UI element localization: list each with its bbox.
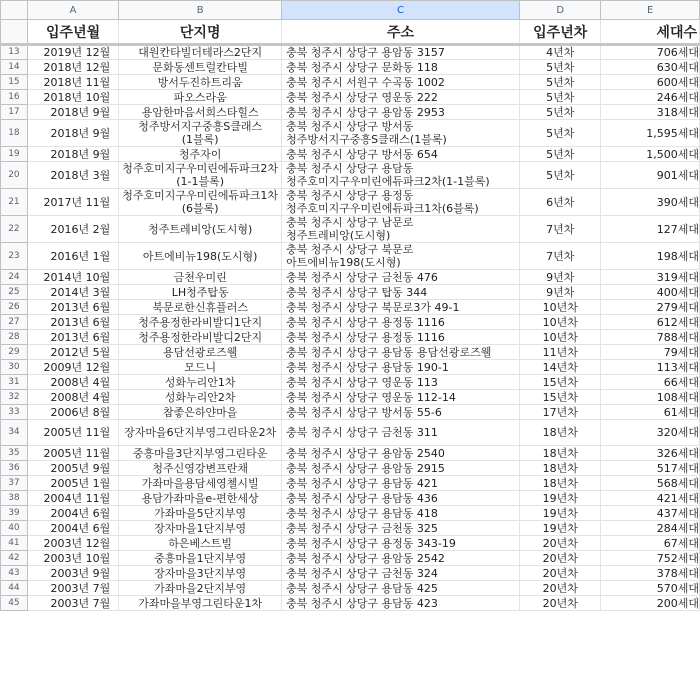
row-number[interactable]: 14 [1,60,28,75]
row-number[interactable]: 28 [1,330,28,345]
cell-move-in-date[interactable]: 2018년 12월 [27,60,118,75]
table-row [1,551,700,566]
cell-address[interactable]: 충북 청주시 상당구 용암동 3157 [282,45,520,60]
table-row [1,536,700,551]
cell-households[interactable]: 630세대 [601,60,700,75]
table-row [1,120,700,147]
row-number[interactable]: 26 [1,300,28,315]
cell-address[interactable]: 충북 청주시 상당구 북문로3가 49-1 [282,300,520,315]
cell-move-in-date[interactable]: 2006년 8월 [27,405,118,420]
row-number[interactable]: 37 [1,476,28,491]
cell-complex-name[interactable]: 청주호미지구우미린에듀파크2차(1-1블록) [119,162,282,189]
cell-address[interactable]: 충북 청주시 상당구 금천동 476 [282,270,520,285]
header-cell-years[interactable]: 입주년차 [520,20,601,45]
cell-years[interactable]: 20년차 [520,596,601,611]
row-number[interactable]: 22 [1,216,28,243]
cell-years[interactable]: 20년차 [520,536,601,551]
cell-address[interactable]: 충북 청주시 상당구 용정동 343-19 [282,536,520,551]
table-row [1,420,700,446]
cell-households[interactable]: 901세대 [601,162,700,189]
cell-complex-name[interactable]: 장자마을6단지부영그린타운2차 [119,420,282,446]
table-row [1,330,700,345]
row-number[interactable]: 25 [1,285,28,300]
cell-years[interactable]: 5년차 [520,105,601,120]
cell-move-in-date[interactable]: 2016년 1월 [27,243,118,270]
row-number[interactable]: 31 [1,375,28,390]
cell-years[interactable]: 5년차 [520,90,601,105]
cell-complex-name[interactable]: 성화누리안1차 [119,375,282,390]
table-row [1,300,700,315]
row-number[interactable]: 20 [1,162,28,189]
cell-complex-name[interactable]: 청주호미지구우미린에듀파크1차(6블록) [119,189,282,216]
cell-households[interactable]: 200세대 [601,596,700,611]
cell-address[interactable]: 충북 청주시 서원구 수곡동 1002 [282,75,520,90]
cell-address[interactable]: 충북 청주시 상당구 용담동 418 [282,506,520,521]
cell-years[interactable]: 18년차 [520,476,601,491]
cell-households[interactable]: 318세대 [601,105,700,120]
table-row [1,506,700,521]
table-row [1,461,700,476]
row-number[interactable]: 27 [1,315,28,330]
cell-years[interactable]: 18년차 [520,461,601,476]
row-number[interactable]: 45 [1,596,28,611]
cell-move-in-date[interactable]: 2003년 9월 [27,566,118,581]
cell-address[interactable]: 충북 청주시 상당구 용담동 421 [282,476,520,491]
header-row [1,20,700,45]
cell-years[interactable]: 18년차 [520,420,601,446]
cell-move-in-date[interactable]: 2004년 11월 [27,491,118,506]
cell-address[interactable]: 충북 청주시 상당구 영운동 222 [282,90,520,105]
cell-households[interactable]: 108세대 [601,390,700,405]
cell-address[interactable]: 충북 청주시 상당구 용담동 청주호미지구우미린에듀파크2차(1-1블록) [282,162,520,189]
cell-address[interactable]: 충북 청주시 상당구 북문로 아트에비뉴198(도시형) [282,243,520,270]
cell-move-in-date[interactable]: 2004년 6월 [27,521,118,536]
row-number[interactable]: 24 [1,270,28,285]
cell-years[interactable]: 6년차 [520,189,601,216]
cell-complex-name[interactable]: 대원칸타빌더테라스2단지 [119,45,282,60]
cell-years[interactable]: 20년차 [520,551,601,566]
cell-years[interactable]: 18년차 [520,446,601,461]
header-cell-households[interactable]: 세대수 [601,20,700,45]
table-row [1,162,700,189]
cell-move-in-date[interactable]: 2018년 10월 [27,90,118,105]
cell-years[interactable]: 5년차 [520,147,601,162]
cell-address[interactable]: 충북 청주시 상당구 용암동 2953 [282,105,520,120]
table-row [1,405,700,420]
cell-households[interactable]: 612세대 [601,315,700,330]
cell-move-in-date[interactable]: 2014년 10월 [27,270,118,285]
header-cell-address[interactable]: 주소 [282,20,520,45]
cell-move-in-date[interactable]: 2018년 11월 [27,75,118,90]
column-header-e[interactable]: E [601,1,700,20]
cell-complex-name[interactable]: 가좌마을2단지부영 [119,581,282,596]
cell-households[interactable]: 568세대 [601,476,700,491]
cell-years[interactable]: 19년차 [520,506,601,521]
cell-households[interactable]: 61세대 [601,405,700,420]
row-number[interactable]: 23 [1,243,28,270]
column-header-d[interactable]: D [520,1,601,20]
cell-years[interactable]: 9년차 [520,285,601,300]
table-row [1,566,700,581]
table-row [1,189,700,216]
cell-households[interactable]: 421세대 [601,491,700,506]
row-number[interactable]: 41 [1,536,28,551]
row-number[interactable]: 17 [1,105,28,120]
table-row [1,390,700,405]
row-number[interactable]: 44 [1,581,28,596]
cell-years[interactable]: 5년차 [520,75,601,90]
cell-complex-name[interactable]: 중흥마을3단지부영그린타운 [119,446,282,461]
cell-years[interactable]: 7년차 [520,216,601,243]
cell-address[interactable]: 충북 청주시 상당구 금천동 324 [282,566,520,581]
row-number[interactable]: 40 [1,521,28,536]
cell-move-in-date[interactable]: 2009년 12월 [27,360,118,375]
table-row [1,521,700,536]
table-row [1,285,700,300]
cell-complex-name[interactable]: 모드니 [119,360,282,375]
cell-complex-name[interactable]: 청주방서지구중흥S클래스(1블록) [119,120,282,147]
cell-years[interactable]: 19년차 [520,491,601,506]
cell-address[interactable]: 충북 청주시 상당구 탑동 344 [282,285,520,300]
cell-households[interactable]: 284세대 [601,521,700,536]
cell-complex-name[interactable]: LH청주탑동 [119,285,282,300]
cell-address[interactable]: 충북 청주시 상당구 방서동 654 [282,147,520,162]
row-number[interactable]: 36 [1,461,28,476]
row-number[interactable]: 13 [1,45,28,60]
column-header-b[interactable]: B [119,1,282,20]
cell-address[interactable]: 충북 청주시 상당구 용담동 용담선광로즈웰 [282,345,520,360]
cell-complex-name[interactable]: 용담가좌마을e-편한세상 [119,491,282,506]
cell-years[interactable]: 15년차 [520,390,601,405]
cell-move-in-date[interactable]: 2013년 6월 [27,300,118,315]
cell-address[interactable]: 충북 청주시 상당구 용담동 423 [282,596,520,611]
select-all-corner[interactable] [1,1,28,20]
cell-years[interactable]: 4년차 [520,45,601,60]
cell-households[interactable]: 437세대 [601,506,700,521]
cell-move-in-date[interactable]: 2005년 1월 [27,476,118,491]
cell-years[interactable]: 9년차 [520,270,601,285]
cell-households[interactable]: 320세대 [601,420,700,446]
cell-complex-name[interactable]: 장자마을3단지부영 [119,566,282,581]
cell-move-in-date[interactable]: 2005년 11월 [27,446,118,461]
cell-address[interactable]: 충북 청주시 상당구 용암동 2542 [282,551,520,566]
table-row [1,105,700,120]
table-row [1,581,700,596]
cell-complex-name[interactable]: 중흥마을1단지부영 [119,551,282,566]
table-row [1,446,700,461]
cell-households[interactable]: 319세대 [601,270,700,285]
cell-move-in-date[interactable]: 2004년 6월 [27,506,118,521]
cell-households[interactable]: 279세대 [601,300,700,315]
cell-move-in-date[interactable]: 2018년 9월 [27,147,118,162]
table-row [1,596,700,611]
row-number[interactable]: 42 [1,551,28,566]
column-header-c[interactable]: C [282,1,520,20]
cell-households[interactable]: 1,595세대 [601,120,700,147]
cell-years[interactable]: 5년차 [520,120,601,147]
cell-years[interactable]: 10년차 [520,300,601,315]
row-number[interactable] [1,20,28,45]
row-number[interactable]: 35 [1,446,28,461]
cell-households[interactable]: 788세대 [601,330,700,345]
cell-address[interactable]: 충북 청주시 상당구 금천동 311 [282,420,520,446]
cell-households[interactable]: 752세대 [601,551,700,566]
cell-complex-name[interactable]: 문화동센트럴칸타빌 [119,60,282,75]
cell-address[interactable]: 충북 청주시 상당구 문화동 118 [282,60,520,75]
cell-complex-name[interactable]: 금천우미린 [119,270,282,285]
cell-move-in-date[interactable]: 2018년 9월 [27,105,118,120]
cell-households[interactable]: 517세대 [601,461,700,476]
cell-complex-name[interactable]: 가좌마을용담세영첼시빌 [119,476,282,491]
table-row [1,375,700,390]
row-number[interactable]: 29 [1,345,28,360]
cell-complex-name[interactable]: 청주용정한라비발디2단지 [119,330,282,345]
row-number[interactable]: 39 [1,506,28,521]
cell-years[interactable]: 11년차 [520,345,601,360]
cell-households[interactable]: 79세대 [601,345,700,360]
cell-address[interactable]: 충북 청주시 상당구 방서동 청주방서지구중흥S클래스(1블록) [282,120,520,147]
cell-complex-name[interactable]: 용암한마음서희스타힐스 [119,105,282,120]
cell-households[interactable]: 570세대 [601,581,700,596]
table-row [1,147,700,162]
table-row [1,90,700,105]
cell-address[interactable]: 충북 청주시 상당구 용정동 1116 [282,330,520,345]
row-number[interactable]: 33 [1,405,28,420]
cell-move-in-date[interactable]: 2005년 11월 [27,420,118,446]
cell-households[interactable]: 400세대 [601,285,700,300]
cell-move-in-date[interactable]: 2008년 4월 [27,375,118,390]
cell-complex-name[interactable]: 가좌마을5단지부영 [119,506,282,521]
cell-complex-name[interactable]: 청주용정한라비발디1단지 [119,315,282,330]
cell-households[interactable]: 390세대 [601,189,700,216]
row-number[interactable]: 15 [1,75,28,90]
cell-complex-name[interactable]: 아트에비뉴198(도시형) [119,243,282,270]
row-number[interactable]: 21 [1,189,28,216]
cell-complex-name[interactable]: 청주트레비앙(도시형) [119,216,282,243]
row-number[interactable]: 34 [1,420,28,446]
column-header-a[interactable]: A [27,1,118,20]
table-row [1,315,700,330]
cell-address[interactable]: 충북 청주시 상당구 용담동 425 [282,581,520,596]
table-row [1,270,700,285]
cell-complex-name[interactable]: 청주자이 [119,147,282,162]
cell-address[interactable]: 충북 청주시 상당구 영운동 112-14 [282,390,520,405]
cell-complex-name[interactable]: 북문로한신휴플러스 [119,300,282,315]
table-row [1,75,700,90]
cell-years[interactable]: 5년차 [520,162,601,189]
cell-households[interactable]: 378세대 [601,566,700,581]
row-number[interactable]: 30 [1,360,28,375]
cell-move-in-date[interactable]: 2018년 9월 [27,120,118,147]
cell-move-in-date[interactable]: 2005년 9월 [27,461,118,476]
cell-address[interactable]: 충북 청주시 상당구 용정동 1116 [282,315,520,330]
cell-complex-name[interactable]: 방서두진하트리움 [119,75,282,90]
cell-complex-name[interactable]: 청주신영강변프란채 [119,461,282,476]
cell-complex-name[interactable]: 성화누리안2차 [119,390,282,405]
cell-move-in-date[interactable]: 2016년 2월 [27,216,118,243]
cell-households[interactable]: 67세대 [601,536,700,551]
cell-households[interactable]: 706세대 [601,45,700,60]
cell-complex-name[interactable]: 가좌마을부영그린타운1차 [119,596,282,611]
cell-years[interactable]: 5년차 [520,60,601,75]
cell-years[interactable]: 10년차 [520,315,601,330]
table-row [1,216,700,243]
row-number[interactable]: 19 [1,147,28,162]
cell-address[interactable]: 충북 청주시 상당구 영운동 113 [282,375,520,390]
row-number[interactable]: 16 [1,90,28,105]
cell-address[interactable]: 충북 청주시 상당구 금천동 325 [282,521,520,536]
row-number[interactable]: 38 [1,491,28,506]
cell-move-in-date[interactable]: 2017년 11월 [27,189,118,216]
cell-households[interactable]: 246세대 [601,90,700,105]
cell-move-in-date[interactable]: 2003년 10월 [27,551,118,566]
table-row [1,60,700,75]
cell-move-in-date[interactable]: 2003년 7월 [27,596,118,611]
row-number[interactable]: 43 [1,566,28,581]
cell-complex-name[interactable]: 용담선광로즈웰 [119,345,282,360]
cell-households[interactable]: 326세대 [601,446,700,461]
cell-address[interactable]: 충북 청주시 상당구 용암동 2915 [282,461,520,476]
cell-households[interactable]: 600세대 [601,75,700,90]
header-cell-complex-name[interactable]: 단지명 [119,20,282,45]
cell-households[interactable]: 66세대 [601,375,700,390]
cell-years[interactable]: 20년차 [520,566,601,581]
cell-move-in-date[interactable]: 2012년 5월 [27,345,118,360]
cell-address[interactable]: 충북 청주시 상당구 용정동 청주호미지구우미린에듀파크1차(6블록) [282,189,520,216]
cell-years[interactable]: 14년차 [520,360,601,375]
cell-move-in-date[interactable]: 2013년 6월 [27,315,118,330]
header-cell-move-in-date[interactable]: 입주년월 [27,20,118,45]
cell-years[interactable]: 17년차 [520,405,601,420]
table-row [1,491,700,506]
table-row [1,360,700,375]
cell-households[interactable]: 127세대 [601,216,700,243]
cell-move-in-date[interactable]: 2014년 3월 [27,285,118,300]
cell-households[interactable]: 1,500세대 [601,147,700,162]
cell-address[interactable]: 충북 청주시 상당구 용암동 2540 [282,446,520,461]
cell-move-in-date[interactable]: 2003년 7월 [27,581,118,596]
cell-complex-name[interactable]: 파오스라움 [119,90,282,105]
cell-address[interactable]: 충북 청주시 상당구 방서동 55-6 [282,405,520,420]
table-row [1,476,700,491]
cell-move-in-date[interactable]: 2003년 12월 [27,536,118,551]
cell-households[interactable]: 113세대 [601,360,700,375]
cell-households[interactable]: 198세대 [601,243,700,270]
cell-complex-name[interactable]: 하은베스트빌 [119,536,282,551]
cell-address[interactable]: 충북 청주시 상당구 남문로 청주트레비앙(도시형) [282,216,520,243]
cell-move-in-date[interactable]: 2019년 12월 [27,45,118,60]
cell-years[interactable]: 15년차 [520,375,601,390]
cell-move-in-date[interactable]: 2013년 6월 [27,330,118,345]
cell-complex-name[interactable]: 장자마을1단지부영 [119,521,282,536]
cell-years[interactable]: 20년차 [520,581,601,596]
table-row [1,45,700,60]
cell-years[interactable]: 19년차 [520,521,601,536]
cell-move-in-date[interactable]: 2008년 4월 [27,390,118,405]
cell-years[interactable]: 7년차 [520,243,601,270]
cell-years[interactable]: 10년차 [520,330,601,345]
row-number[interactable]: 32 [1,390,28,405]
cell-complex-name[interactable]: 참좋은하얀마을 [119,405,282,420]
table-row [1,243,700,270]
cell-move-in-date[interactable]: 2018년 3월 [27,162,118,189]
cell-address[interactable]: 충북 청주시 상당구 용담동 190-1 [282,360,520,375]
cell-address[interactable]: 충북 청주시 상당구 용담동 436 [282,491,520,506]
table-row [1,345,700,360]
row-number[interactable]: 18 [1,120,28,147]
